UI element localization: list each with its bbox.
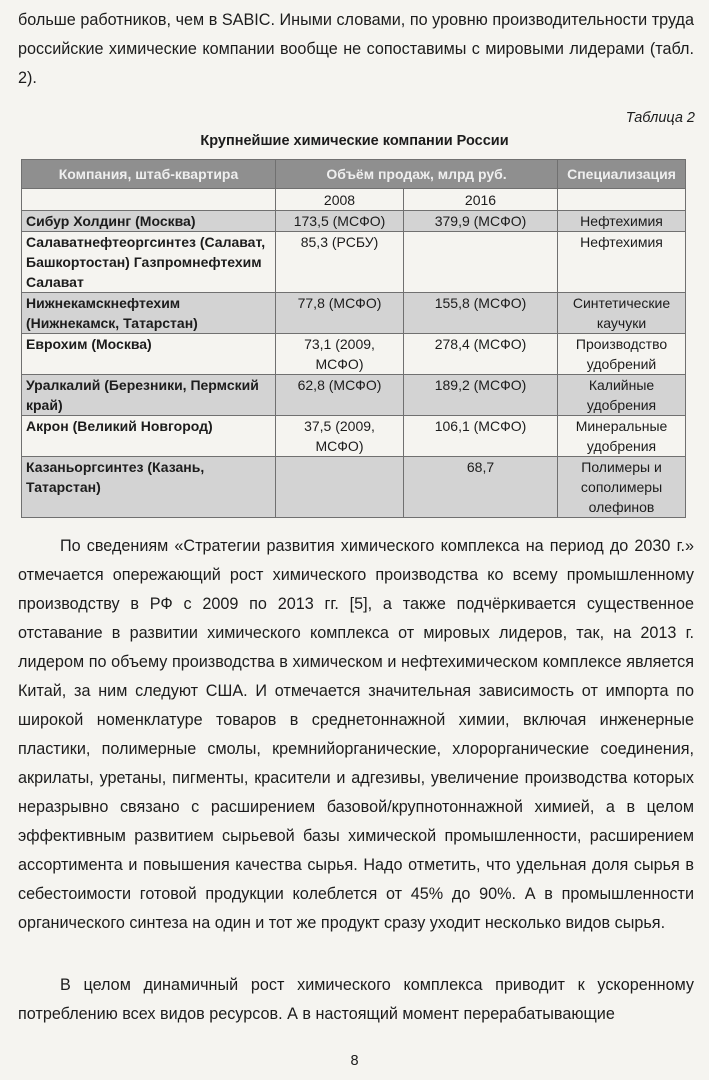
cell-sales-2016: 106,1 (МСФО): [404, 416, 558, 457]
cell-specialization: Полимеры и сополимеры олефинов: [558, 457, 686, 518]
table-row: [22, 293, 686, 334]
table-label: Таблица 2: [625, 110, 695, 126]
cell-company: Сибур Холдинг (Москва): [22, 211, 276, 232]
cell-sales-2016: 155,8 (МСФО): [404, 293, 558, 334]
page-number: 8: [350, 1053, 359, 1069]
header-blank-specialization: [558, 189, 686, 211]
cell-company: Нижнекамскнефтехим (Нижнекамск, Татарстан): [22, 293, 276, 334]
cell-company: Салаватнефтеоргсинтез (Салават, Башкортостан) Газпромнефтехим Салават: [22, 232, 276, 293]
table-row: [22, 232, 686, 293]
header-specialization: Специализация: [558, 160, 686, 189]
header-blank-company: [22, 189, 276, 211]
cell-sales-2016: [404, 232, 558, 293]
intro-paragraph: больше работников, чем в SABIC. Иными словами, по уровню производительности труда российские химические компании вообще не сопоставимы с мировыми лидерами (табл. 2).: [18, 11, 694, 87]
body-paragraph-strategy: По сведениям «Стратегии развития химического комплекса на период до 2030 г.» отмечается опережающий рост химического производства ко всему промышленному производству в РФ с 2009 по 2013 гг. [5], а также подчёркивается существенное отставание в развитии химического комплекса от мировых лидеров, так, на 2013 г. лидером по объему производства в химическом и нефтехимическом комплексе является Китай, за ним следуют США. И отмечается значительная зависимость от импорта по широкой номенклатуре товаров в среднетоннажной химии, включая инженерные пластики, полимерные смолы, кремнийорганические, хлорорганические соединения, акрилаты, уретаны, пигменты, красители и адгезивы, увеличение производства которых неразрывно связано с расширением базовой/крупнотоннажной химией, а в целом эффективным развитием сырьевой базы химической промышленности, расширением ассортимента и повышения качества сырья. Надо отметить, что удельная доля сырья в себестоимости готовой продукции колеблется от 45% до 90%. А в промышленности органического синтеза на один и тот же продукт сразу уходит несколько видов сырья.: [18, 537, 694, 932]
cell-sales-2008: 85,3 (РСБУ): [276, 232, 404, 293]
cell-company: Акрон (Великий Новгород): [22, 416, 276, 457]
cell-specialization: Синтетические каучуки: [558, 293, 686, 334]
cell-sales-2008: 62,8 (МСФО): [276, 375, 404, 416]
table-title: Крупнейшие химические компании России: [200, 133, 509, 149]
cell-company: Уралкалий (Березники, Пермский край): [22, 375, 276, 416]
cell-company: Казаньоргсинтез (Казань, Татарстан): [22, 457, 276, 518]
table-row: [22, 457, 686, 518]
cell-sales-2008: 173,5 (МСФО): [276, 211, 404, 232]
header-sales: Объём продаж, млрд руб.: [276, 160, 558, 189]
table-row: [22, 211, 686, 232]
companies-table: [21, 159, 686, 518]
cell-sales-2008: 37,5 (2009, МСФО): [276, 416, 404, 457]
cell-sales-2016: 189,2 (МСФО): [404, 375, 558, 416]
cell-specialization: Производство удобрений: [558, 334, 686, 375]
cell-sales-2016: 278,4 (МСФО): [404, 334, 558, 375]
cell-specialization: Минеральные удобрения: [558, 416, 686, 457]
header-company: Компания, штаб-квартира: [22, 160, 276, 189]
cell-specialization: Калийные удобрения: [558, 375, 686, 416]
cell-sales-2008: 77,8 (МСФО): [276, 293, 404, 334]
table-row: [22, 375, 686, 416]
cell-sales-2008: 73,1 (2009, МСФО): [276, 334, 404, 375]
cell-sales-2016: 68,7: [404, 457, 558, 518]
cell-specialization: Нефтехимия: [558, 211, 686, 232]
body-paragraph-resources: В целом динамичный рост химического комплекса приводит к ускоренному потреблению всех видов ресурсов. А в настоящий момент перерабатывающие: [18, 976, 694, 1023]
cell-sales-2016: 379,9 (МСФО): [404, 211, 558, 232]
header-year-2016: 2016: [404, 189, 558, 211]
cell-sales-2008: [276, 457, 404, 518]
cell-specialization: Нефтехимия: [558, 232, 686, 293]
table-row: [22, 334, 686, 375]
header-year-2008: 2008: [276, 189, 404, 211]
table-row: [22, 416, 686, 457]
cell-company: Еврохим (Москва): [22, 334, 276, 375]
